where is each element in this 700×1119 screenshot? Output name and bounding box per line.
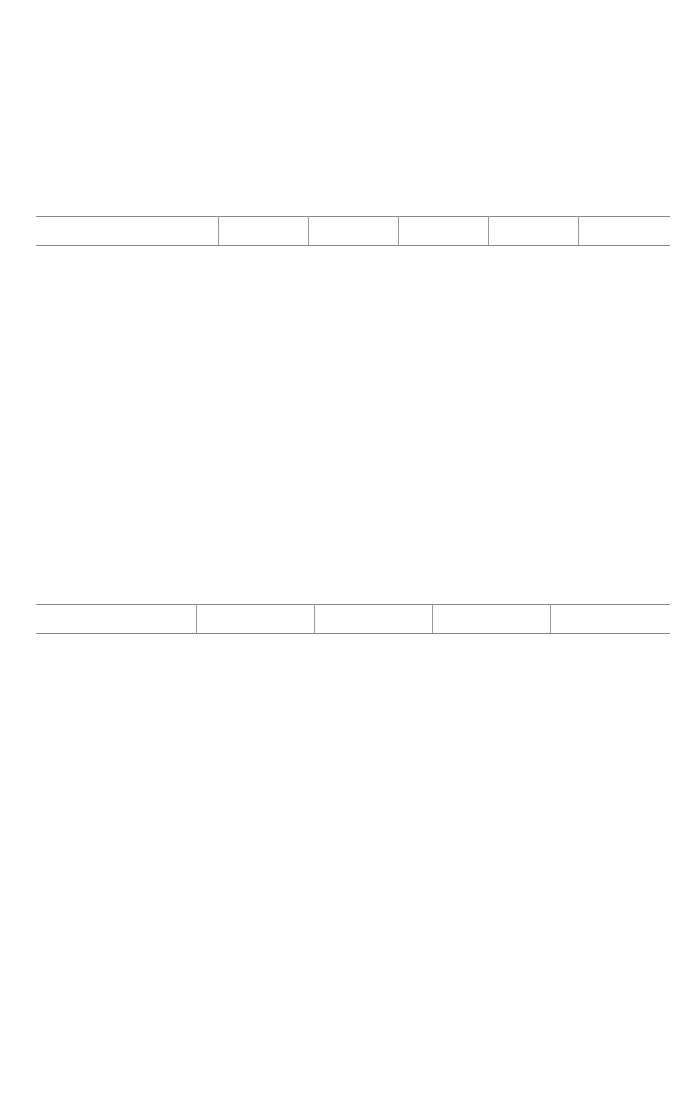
group-header [314,605,432,634]
page-header [0,62,700,86]
group-header [432,605,550,634]
table-forms [36,604,670,634]
group-header [578,217,670,246]
age-header [36,605,196,634]
group-header [550,605,670,634]
group-header [488,217,578,246]
group-header [398,217,488,246]
group-header [196,605,314,634]
table-standards [36,216,670,246]
group-header [308,217,398,246]
age-header [36,217,218,246]
group-header [218,217,308,246]
